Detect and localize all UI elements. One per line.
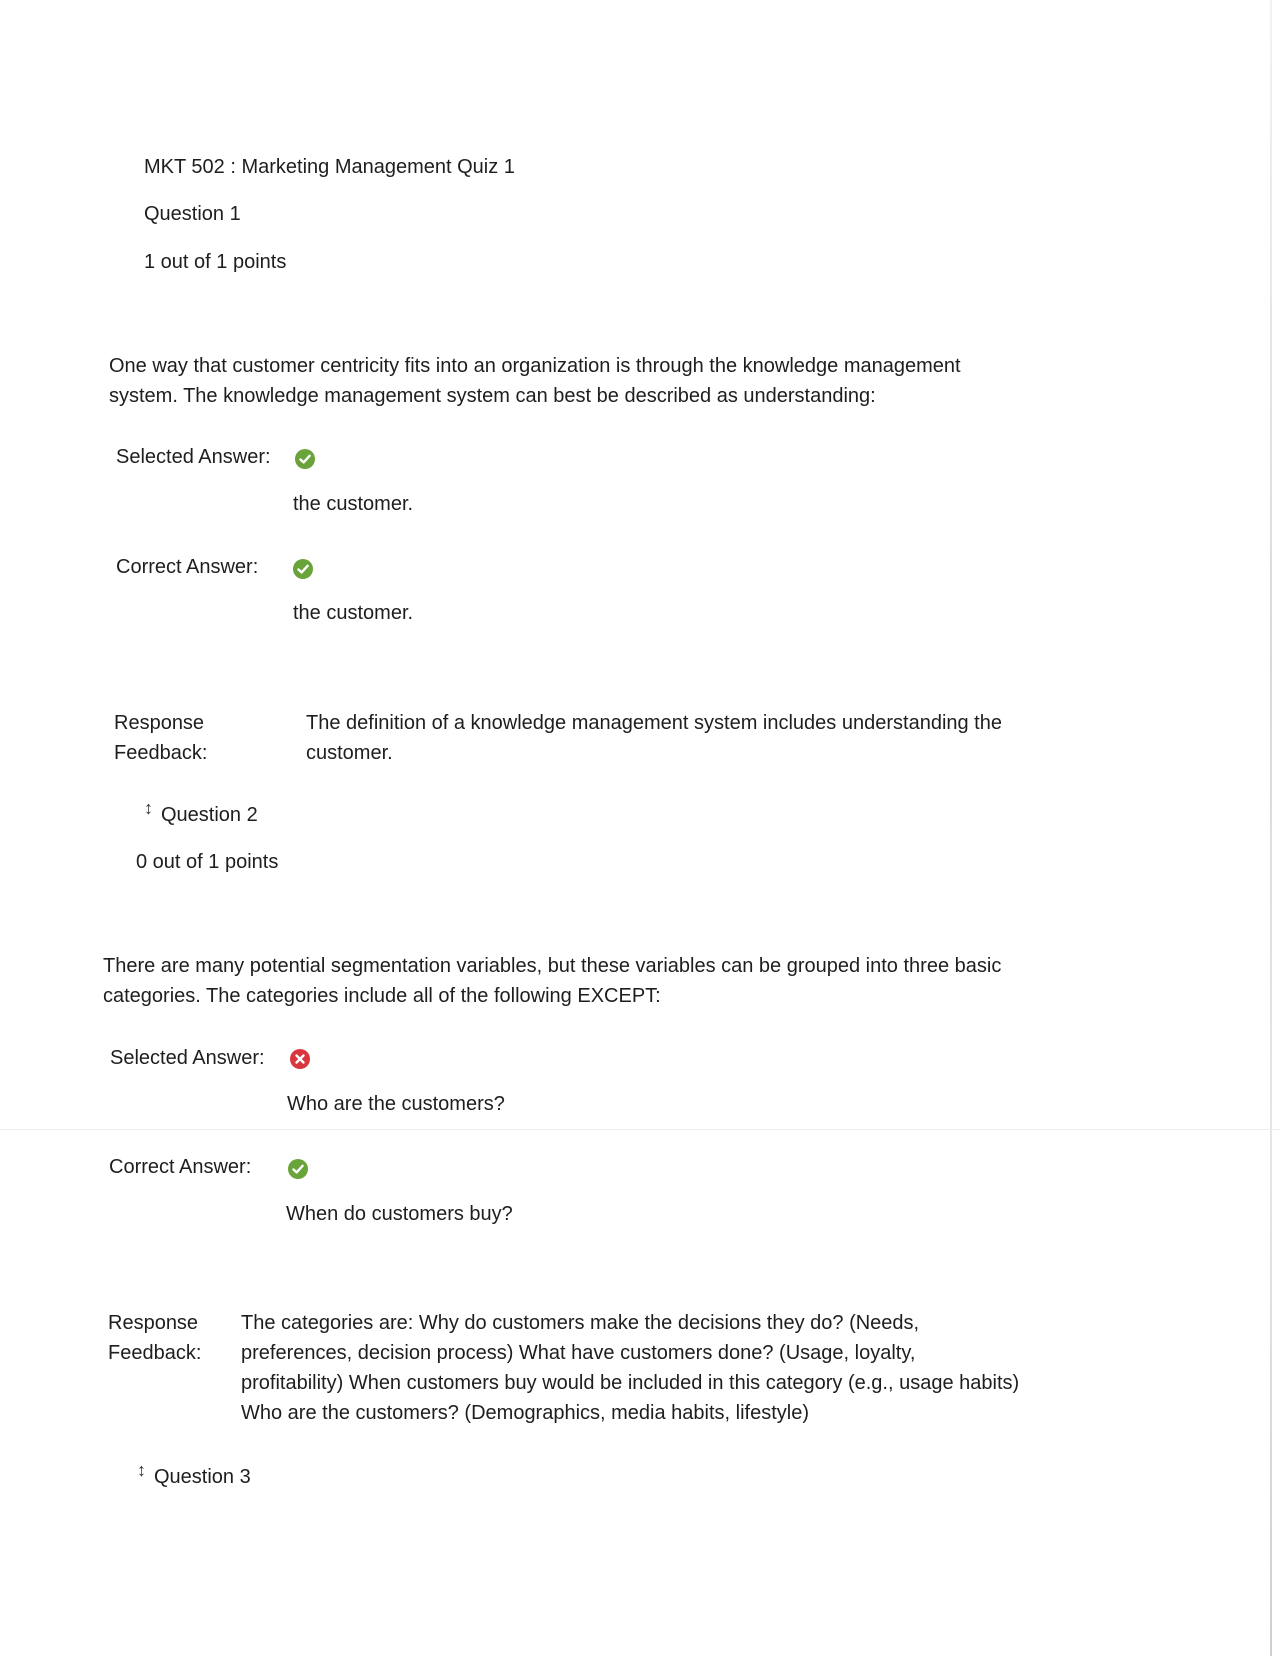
question-1-text: One way that customer centricity fits into an organization is through the knowledge management system. The knowledge management system can best be described as understanding:	[109, 355, 961, 407]
question-2-feedback-label-line1: Response	[108, 1312, 199, 1334]
question-1-correct-label: Correct Answer:	[116, 556, 259, 578]
question-2-correct-answer: When do customers buy?	[286, 1203, 513, 1225]
question-3-label: Question 3	[154, 1466, 251, 1488]
page-title: MKT 502 : Marketing Management Quiz 1	[144, 156, 515, 178]
question-2-selected-label: Selected Answer:	[110, 1047, 265, 1069]
question-1-feedback: The definition of a knowledge management system includes understanding the customer.	[306, 712, 1002, 764]
question-2-feedback-label-line2: Feedback:	[108, 1342, 202, 1364]
question-1-selected-answer: the customer.	[293, 493, 414, 515]
question-1-feedback-label-line2: Feedback:	[114, 742, 208, 764]
question-1-feedback-label-line1: Response	[114, 712, 205, 734]
question-1-label: Question 1	[144, 203, 241, 225]
question-2-label: Question 2	[161, 804, 258, 826]
question-2-feedback: The categories are: Why do customers make the decisions they do? (Needs, preferences, decision process) What have customers done? (Usage, loyalty, profitability) When customers buy would be included in this category (e.g., usage habits) Who are the customers? (Demographics, media habits, lifestyle)	[241, 1312, 1020, 1424]
reorder-arrows-icon[interactable]: ↕	[137, 1460, 146, 1480]
correct-check-icon	[295, 449, 315, 469]
correct-check-icon	[288, 1159, 308, 1179]
question-1-correct-answer: the customer.	[293, 602, 414, 624]
question-2-correct-label: Correct Answer:	[109, 1156, 252, 1178]
question-2-text: There are many potential segmentation variables, but these variables can be grouped into three basic categories. The categories include all of the following EXCEPT:	[103, 955, 1002, 1007]
question-2-points: 0 out of 1 points	[136, 851, 279, 873]
correct-check-icon	[293, 559, 313, 579]
question-2-selected-answer: Who are the customers?	[287, 1093, 505, 1115]
incorrect-x-icon	[290, 1049, 310, 1069]
scan-divider	[0, 1129, 1280, 1130]
question-1-points: 1 out of 1 points	[144, 251, 287, 273]
question-1-selected-label: Selected Answer:	[116, 446, 271, 468]
reorder-arrows-icon[interactable]: ↕	[144, 798, 153, 818]
page-edge	[1270, 0, 1272, 1656]
